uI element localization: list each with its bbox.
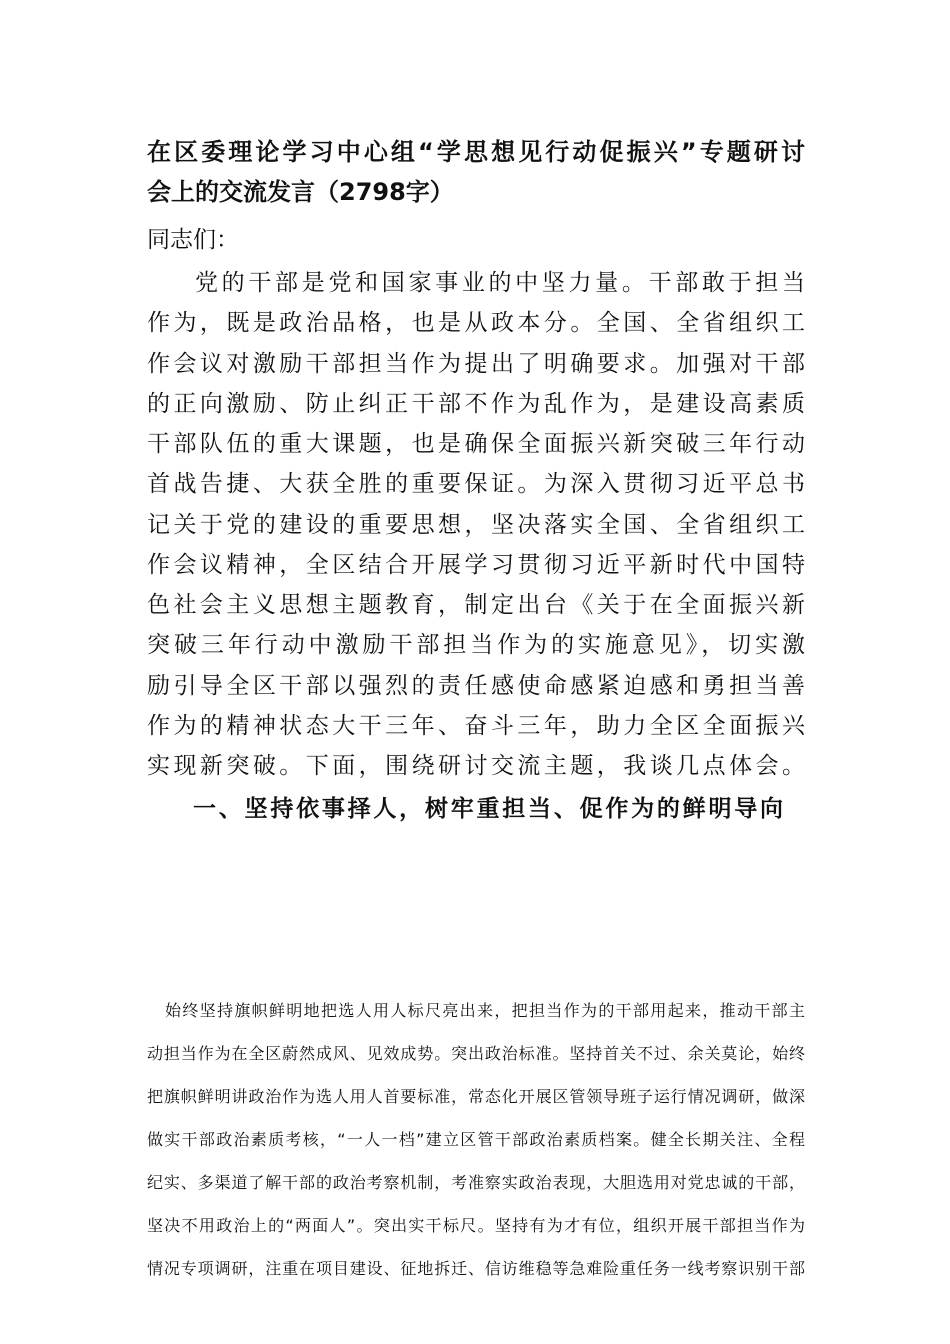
document-title-line-2: 会上的交流发言（2798字） [147, 178, 454, 206]
paragraph-line: 的正向激励、防止纠正干部不作为乱作为，是建设高素质 [147, 391, 805, 417]
paragraph-line: 作为，既是政治品格，也是从政本分。全国、全省组织工 [147, 310, 805, 336]
paragraph-line: 实现新突破。下面，围绕研讨交流主题，我谈几点体会。 [147, 753, 805, 779]
paragraph-line: 作会议对激励干部担当作为提出了明确要求。加强对干部 [147, 351, 805, 377]
paragraph-line: 突破三年行动中激励干部担当作为的实施意见》，切实激 [147, 632, 805, 658]
paragraph-line: 情况专项调研，注重在项目建设、征地拆迁、信访维稳等急难险重任务一线考察识别干部 [147, 1259, 805, 1278]
paragraph-line: 纪实、多渠道了解干部的政治考察机制，考准察实政治表现，大胆选用对党忠诚的干部， [147, 1173, 805, 1192]
paragraph-line: 干部队伍的重大课题，也是确保全面振兴新突破三年行动 [147, 431, 805, 457]
section-1-heading: 一、坚持依事择人，树牢重担当、促作为的鲜明导向 [193, 796, 783, 822]
paragraph-line: 作为的精神状态大干三年、奋斗三年，助力全区全面振兴 [147, 713, 805, 739]
document-title-line-1: 在区委理论学习中心组“学思想见行动促振兴”专题研讨 [147, 138, 805, 166]
paragraph-line: 记关于党的建设的重要思想，坚决落实全国、全省组织工 [147, 512, 805, 538]
paragraph-line: 励引导全区干部以强烈的责任感使命感紧迫感和勇担当善 [147, 673, 805, 699]
salutation: 同志们： [147, 227, 239, 253]
paragraph-line: 首战告捷、大获全胜的重要保证。为深入贯彻习近平总书 [147, 471, 805, 497]
paragraph-line: 坚决不用政治上的“两面人”。突出实干标尺。坚持有为才有位，组织开展干部担当作为 [147, 1216, 805, 1235]
paragraph-line: 作会议精神，全区结合开展学习贯彻习近平新时代中国特 [147, 552, 805, 578]
paragraph-line: 做实干部政治素质考核，“一人一档”建立区管干部政治素质档案。健全长期关注、全程 [147, 1130, 805, 1149]
paragraph-line: 把旗帜鲜明讲政治作为选人用人首要标准，常态化开展区管领导班子运行情况调研，做深 [147, 1087, 805, 1106]
paragraph-line: 色社会主义思想主题教育，制定出台《关于在全面振兴新 [147, 592, 805, 618]
paragraph-line: 始终坚持旗帜鲜明地把选人用人标尺亮出来，把担当作为的干部用起来，推动干部主 [165, 1001, 805, 1020]
paragraph-line: 党的干部是党和国家事业的中坚力量。干部敢于担当 [195, 270, 805, 296]
paragraph-line: 动担当作为在全区蔚然成风、见效成势。突出政治标准。坚持首关不过、余关莫论，始终 [147, 1044, 805, 1063]
